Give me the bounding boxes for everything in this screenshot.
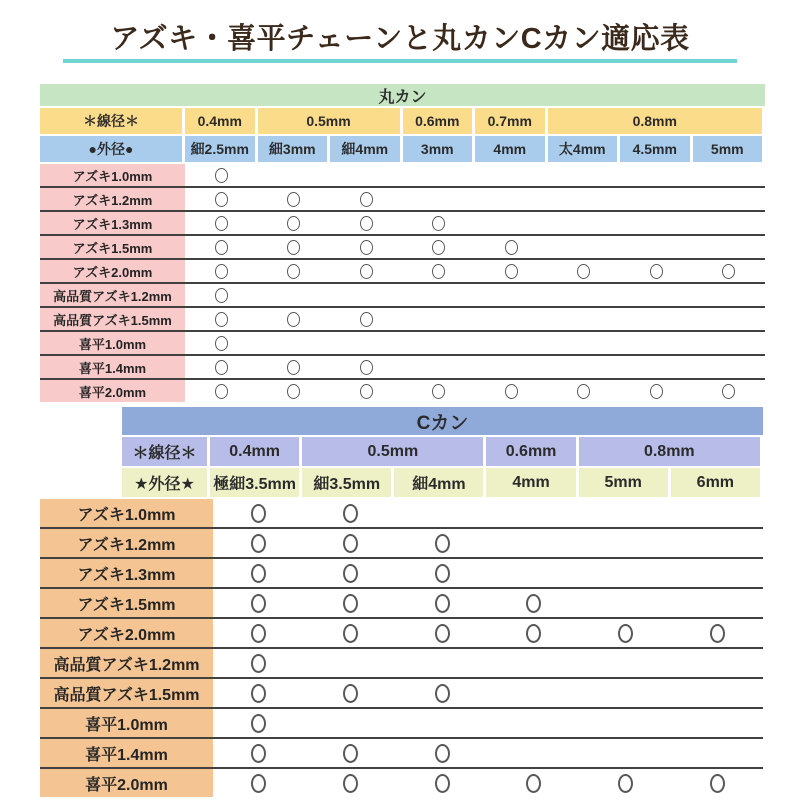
chain-row xyxy=(40,709,763,739)
mark-cell xyxy=(213,739,305,767)
mark-cell xyxy=(396,559,488,587)
wire-diameter-value: 0.5mm xyxy=(302,437,483,466)
mark-cell xyxy=(403,284,476,306)
outer-diameter-value: 細3.5mm xyxy=(302,468,391,497)
compatible-circle-icon xyxy=(505,264,518,279)
mark-cell xyxy=(620,308,693,330)
mark-cell xyxy=(185,188,258,210)
wire-diameter-value: 0.8mm xyxy=(579,437,760,466)
mark-cell xyxy=(671,559,763,587)
mark-cell xyxy=(185,212,258,234)
mark-cell xyxy=(213,529,305,557)
chain-row xyxy=(40,679,763,709)
mark-cell xyxy=(258,356,331,378)
compatible-circle-icon xyxy=(618,774,633,793)
mark-cell xyxy=(396,589,488,617)
mark-cell xyxy=(693,260,766,282)
compatible-circle-icon xyxy=(710,624,725,643)
mark-cell xyxy=(548,260,621,282)
compatible-circle-icon xyxy=(710,774,725,793)
outer-diameter-value: 4.5mm xyxy=(620,136,690,162)
chain-row xyxy=(40,529,763,559)
mark-cell xyxy=(305,589,397,617)
mark-cell xyxy=(213,559,305,587)
compatible-circle-icon xyxy=(360,240,373,255)
mark-cell xyxy=(475,356,548,378)
mark-cell xyxy=(403,212,476,234)
compatible-circle-icon xyxy=(251,534,266,553)
mark-cell xyxy=(620,380,693,402)
mark-cell xyxy=(403,260,476,282)
compatible-circle-icon xyxy=(360,360,373,375)
compatible-circle-icon xyxy=(432,216,445,231)
mark-cell xyxy=(185,380,258,402)
mark-cell xyxy=(396,529,488,557)
mark-cell xyxy=(330,308,403,330)
mark-cell xyxy=(671,739,763,767)
mark-cell xyxy=(330,380,403,402)
chain-row xyxy=(40,212,765,236)
outer-diameter-value: 細4mm xyxy=(394,468,483,497)
compatible-circle-icon xyxy=(343,564,358,583)
mark-cell xyxy=(671,769,763,797)
wire-diameter-label: ＊線径＊ xyxy=(122,437,207,466)
mark-cell xyxy=(475,212,548,234)
mark-cell xyxy=(403,356,476,378)
mark-cell xyxy=(671,589,763,617)
mark-cell xyxy=(620,236,693,258)
mark-cell xyxy=(475,260,548,282)
mark-cell xyxy=(213,589,305,617)
compatible-circle-icon xyxy=(215,192,228,207)
mark-cell xyxy=(213,499,305,527)
mark-cell xyxy=(396,619,488,647)
mark-cell xyxy=(671,679,763,707)
mark-cell xyxy=(620,188,693,210)
mark-cell xyxy=(548,308,621,330)
compatible-circle-icon xyxy=(287,360,300,375)
chain-row-label: 高品質アズキ1.2mm xyxy=(40,649,213,677)
compatible-circle-icon xyxy=(435,534,450,553)
mark-cell xyxy=(548,164,621,186)
mark-cell xyxy=(185,164,258,186)
chain-row-label: 喜平2.0mm xyxy=(40,380,185,402)
mark-cell xyxy=(396,769,488,797)
mark-cell xyxy=(475,380,548,402)
chain-row xyxy=(40,164,765,188)
mark-cell xyxy=(403,308,476,330)
mark-cell xyxy=(475,308,548,330)
chain-row xyxy=(40,308,765,332)
chain-row-label: 喜平1.4mm xyxy=(40,739,213,767)
chain-row xyxy=(40,589,763,619)
chain-row-label: アズキ1.2mm xyxy=(40,529,213,557)
mark-cell xyxy=(671,529,763,557)
mark-cell xyxy=(258,284,331,306)
mark-cell xyxy=(403,188,476,210)
mark-cell xyxy=(488,739,580,767)
mark-cell xyxy=(258,164,331,186)
chain-row-label: アズキ1.3mm xyxy=(40,559,213,587)
mark-cell xyxy=(475,164,548,186)
compatible-circle-icon xyxy=(526,594,541,613)
mark-cell xyxy=(258,188,331,210)
compatible-circle-icon xyxy=(251,714,266,733)
wire-diameter-label: ＊線径＊ xyxy=(40,108,182,134)
compatible-circle-icon xyxy=(505,384,518,399)
chain-row-label: 喜平1.0mm xyxy=(40,709,213,737)
mark-cell xyxy=(488,679,580,707)
compatible-circle-icon xyxy=(251,594,266,613)
mark-cell xyxy=(403,332,476,354)
mark-cell xyxy=(580,649,672,677)
compatible-circle-icon xyxy=(360,264,373,279)
mark-cell xyxy=(693,308,766,330)
outer-diameter-value: 6mm xyxy=(671,468,760,497)
mark-cell xyxy=(330,188,403,210)
chain-row-label: アズキ2.0mm xyxy=(40,260,185,282)
compatible-circle-icon xyxy=(343,744,358,763)
outer-diameter-value: 極細3.5mm xyxy=(210,468,299,497)
mark-cell xyxy=(258,380,331,402)
compatible-circle-icon xyxy=(343,594,358,613)
mark-cell xyxy=(185,308,258,330)
mark-cell xyxy=(403,164,476,186)
mark-cell xyxy=(305,529,397,557)
mark-cell xyxy=(213,769,305,797)
compatible-circle-icon xyxy=(215,288,228,303)
mark-cell xyxy=(620,260,693,282)
chain-row xyxy=(40,380,765,402)
compatible-circle-icon xyxy=(435,744,450,763)
outer-diameter-value: 太4mm xyxy=(548,136,618,162)
compatible-circle-icon xyxy=(251,504,266,523)
chain-row xyxy=(40,188,765,212)
chain-row xyxy=(40,739,763,769)
chain-row xyxy=(40,284,765,308)
mark-cell xyxy=(396,709,488,737)
chain-row-label: 喜平1.4mm xyxy=(40,356,185,378)
compatible-circle-icon xyxy=(287,384,300,399)
compatible-circle-icon xyxy=(505,240,518,255)
compatible-circle-icon xyxy=(251,774,266,793)
mark-cell xyxy=(330,212,403,234)
mark-cell xyxy=(330,356,403,378)
mark-cell xyxy=(693,236,766,258)
compatible-circle-icon xyxy=(343,684,358,703)
compatible-circle-icon xyxy=(435,624,450,643)
outer-diameter-label: ●外径● xyxy=(40,136,182,162)
mark-cell xyxy=(488,529,580,557)
mark-cell xyxy=(475,236,548,258)
chain-row-label: 高品質アズキ1.2mm xyxy=(40,284,185,306)
mark-cell xyxy=(185,356,258,378)
mark-cell xyxy=(580,739,672,767)
mark-cell xyxy=(185,332,258,354)
chain-row xyxy=(40,356,765,380)
chain-row-label: アズキ1.0mm xyxy=(40,164,185,186)
compatible-circle-icon xyxy=(343,504,358,523)
compatible-circle-icon xyxy=(287,312,300,327)
mark-cell xyxy=(330,284,403,306)
compatible-circle-icon xyxy=(650,384,663,399)
ckan-outer-diameter-row xyxy=(122,468,763,497)
ckan-title-cell: Cカン xyxy=(122,407,763,435)
compatible-circle-icon xyxy=(215,360,228,375)
chain-row-label: 喜平2.0mm xyxy=(40,769,213,797)
mark-cell xyxy=(258,332,331,354)
compatible-circle-icon xyxy=(343,624,358,643)
mark-cell xyxy=(185,260,258,282)
compatible-circle-icon xyxy=(435,774,450,793)
chain-row xyxy=(40,499,763,529)
chain-row-label: アズキ1.5mm xyxy=(40,236,185,258)
mark-cell xyxy=(671,709,763,737)
mark-cell xyxy=(488,769,580,797)
compatible-circle-icon xyxy=(722,384,735,399)
wire-diameter-value: 0.7mm xyxy=(475,108,545,134)
mark-cell xyxy=(580,559,672,587)
mark-cell xyxy=(488,709,580,737)
mark-cell xyxy=(671,499,763,527)
compatible-circle-icon xyxy=(215,336,228,351)
mark-cell xyxy=(580,769,672,797)
compatible-circle-icon xyxy=(577,384,590,399)
mark-cell xyxy=(548,332,621,354)
mark-cell xyxy=(396,649,488,677)
mark-cell xyxy=(671,649,763,677)
compatible-circle-icon xyxy=(360,384,373,399)
mark-cell xyxy=(305,649,397,677)
mark-cell xyxy=(548,380,621,402)
mark-cell xyxy=(620,356,693,378)
mark-cell xyxy=(258,212,331,234)
mark-cell xyxy=(488,499,580,527)
chain-row-label: 喜平1.0mm xyxy=(40,332,185,354)
page-title: アズキ・喜平チェーンと丸カンCカン適応表 xyxy=(110,23,690,55)
mark-cell xyxy=(305,559,397,587)
mark-cell xyxy=(475,332,548,354)
wire-diameter-value: 0.6mm xyxy=(403,108,473,134)
chain-row-label: 高品質アズキ1.5mm xyxy=(40,308,185,330)
mark-cell xyxy=(258,308,331,330)
mark-cell xyxy=(305,769,397,797)
compatible-circle-icon xyxy=(251,564,266,583)
mark-cell xyxy=(330,260,403,282)
compatible-circle-icon xyxy=(618,624,633,643)
wire-diameter-value: 0.5mm xyxy=(258,108,400,134)
compatible-circle-icon xyxy=(251,684,266,703)
chain-row xyxy=(40,769,763,797)
chain-row-label: 高品質アズキ1.5mm xyxy=(40,679,213,707)
outer-diameter-value: 細2.5mm xyxy=(185,136,255,162)
compatible-circle-icon xyxy=(251,654,266,673)
mark-cell xyxy=(620,332,693,354)
compatible-circle-icon xyxy=(432,264,445,279)
compatible-circle-icon xyxy=(343,774,358,793)
marukan-wire-diameter-row xyxy=(40,108,765,134)
compatible-circle-icon xyxy=(432,384,445,399)
chain-row-label: アズキ1.3mm xyxy=(40,212,185,234)
mark-cell xyxy=(305,619,397,647)
compatible-circle-icon xyxy=(251,624,266,643)
mark-cell xyxy=(330,332,403,354)
outer-diameter-value: 細4mm xyxy=(330,136,400,162)
compatible-circle-icon xyxy=(287,240,300,255)
wire-diameter-value: 0.4mm xyxy=(210,437,299,466)
compatible-circle-icon xyxy=(435,564,450,583)
mark-cell xyxy=(620,284,693,306)
compatible-circle-icon xyxy=(722,264,735,279)
compatible-circle-icon xyxy=(650,264,663,279)
compatible-circle-icon xyxy=(287,192,300,207)
wire-diameter-value: 0.4mm xyxy=(185,108,255,134)
mark-cell xyxy=(693,212,766,234)
mark-cell xyxy=(488,649,580,677)
mark-cell xyxy=(620,212,693,234)
mark-cell xyxy=(548,356,621,378)
chain-row-label: アズキ1.5mm xyxy=(40,589,213,617)
mark-cell xyxy=(213,679,305,707)
mark-cell xyxy=(305,709,397,737)
mark-cell xyxy=(403,236,476,258)
wire-diameter-value: 0.8mm xyxy=(548,108,763,134)
outer-diameter-value: 4mm xyxy=(486,468,575,497)
compatible-circle-icon xyxy=(251,744,266,763)
compatible-circle-icon xyxy=(526,774,541,793)
marukan-outer-diameter-row xyxy=(40,136,765,162)
mark-cell xyxy=(213,619,305,647)
chain-row xyxy=(40,559,763,589)
compatible-circle-icon xyxy=(360,312,373,327)
compatible-circle-icon xyxy=(287,216,300,231)
mark-cell xyxy=(693,380,766,402)
mark-cell xyxy=(580,499,672,527)
compatible-circle-icon xyxy=(287,264,300,279)
compatible-circle-icon xyxy=(215,312,228,327)
mark-cell xyxy=(305,499,397,527)
wire-diameter-value: 0.6mm xyxy=(486,437,575,466)
mark-cell xyxy=(580,619,672,647)
compatible-circle-icon xyxy=(432,240,445,255)
chain-row xyxy=(40,236,765,260)
mark-cell xyxy=(580,529,672,557)
mark-cell xyxy=(488,619,580,647)
ckan-table xyxy=(40,407,763,797)
chain-row xyxy=(40,649,763,679)
mark-cell xyxy=(693,188,766,210)
mark-cell xyxy=(213,649,305,677)
mark-cell xyxy=(305,739,397,767)
mark-cell xyxy=(548,236,621,258)
mark-cell xyxy=(580,709,672,737)
mark-cell xyxy=(693,356,766,378)
compatible-circle-icon xyxy=(215,264,228,279)
mark-cell xyxy=(671,619,763,647)
compatible-circle-icon xyxy=(360,216,373,231)
mark-cell xyxy=(475,284,548,306)
mark-cell xyxy=(488,589,580,617)
mark-cell xyxy=(548,212,621,234)
marukan-title-cell: 丸カン xyxy=(40,84,765,106)
mark-cell xyxy=(475,188,548,210)
mark-cell xyxy=(330,164,403,186)
compatible-circle-icon xyxy=(435,684,450,703)
chain-row xyxy=(40,260,765,284)
compatible-circle-icon xyxy=(435,594,450,613)
mark-cell xyxy=(396,739,488,767)
compatible-circle-icon xyxy=(215,384,228,399)
mark-cell xyxy=(488,559,580,587)
chain-row-label: アズキ1.0mm xyxy=(40,499,213,527)
outer-diameter-value: 4mm xyxy=(475,136,545,162)
mark-cell xyxy=(693,332,766,354)
mark-cell xyxy=(548,284,621,306)
chain-row-label: アズキ2.0mm xyxy=(40,619,213,647)
ckan-wire-diameter-row xyxy=(122,437,763,466)
compatible-circle-icon xyxy=(215,168,228,183)
mark-cell xyxy=(396,679,488,707)
compatible-circle-icon xyxy=(215,240,228,255)
chain-row-label: アズキ1.2mm xyxy=(40,188,185,210)
outer-diameter-value: 3mm xyxy=(403,136,473,162)
mark-cell xyxy=(396,499,488,527)
mark-cell xyxy=(330,236,403,258)
outer-diameter-label: ★外径★ xyxy=(122,468,207,497)
compatible-circle-icon xyxy=(577,264,590,279)
mark-cell xyxy=(548,188,621,210)
chain-row xyxy=(40,619,763,649)
mark-cell xyxy=(305,679,397,707)
marukan-table xyxy=(40,84,765,402)
outer-diameter-value: 細3mm xyxy=(258,136,328,162)
mark-cell xyxy=(185,236,258,258)
mark-cell xyxy=(185,284,258,306)
compatible-circle-icon xyxy=(526,624,541,643)
mark-cell xyxy=(693,164,766,186)
compatible-circle-icon xyxy=(343,534,358,553)
mark-cell xyxy=(693,284,766,306)
compatible-circle-icon xyxy=(360,192,373,207)
mark-cell xyxy=(620,164,693,186)
mark-cell xyxy=(258,236,331,258)
mark-cell xyxy=(213,709,305,737)
compatible-circle-icon xyxy=(215,216,228,231)
chain-row xyxy=(40,332,765,356)
mark-cell xyxy=(580,589,672,617)
title-underline xyxy=(63,59,737,63)
mark-cell xyxy=(403,380,476,402)
outer-diameter-value: 5mm xyxy=(579,468,668,497)
mark-cell xyxy=(258,260,331,282)
mark-cell xyxy=(580,679,672,707)
outer-diameter-value: 5mm xyxy=(693,136,763,162)
